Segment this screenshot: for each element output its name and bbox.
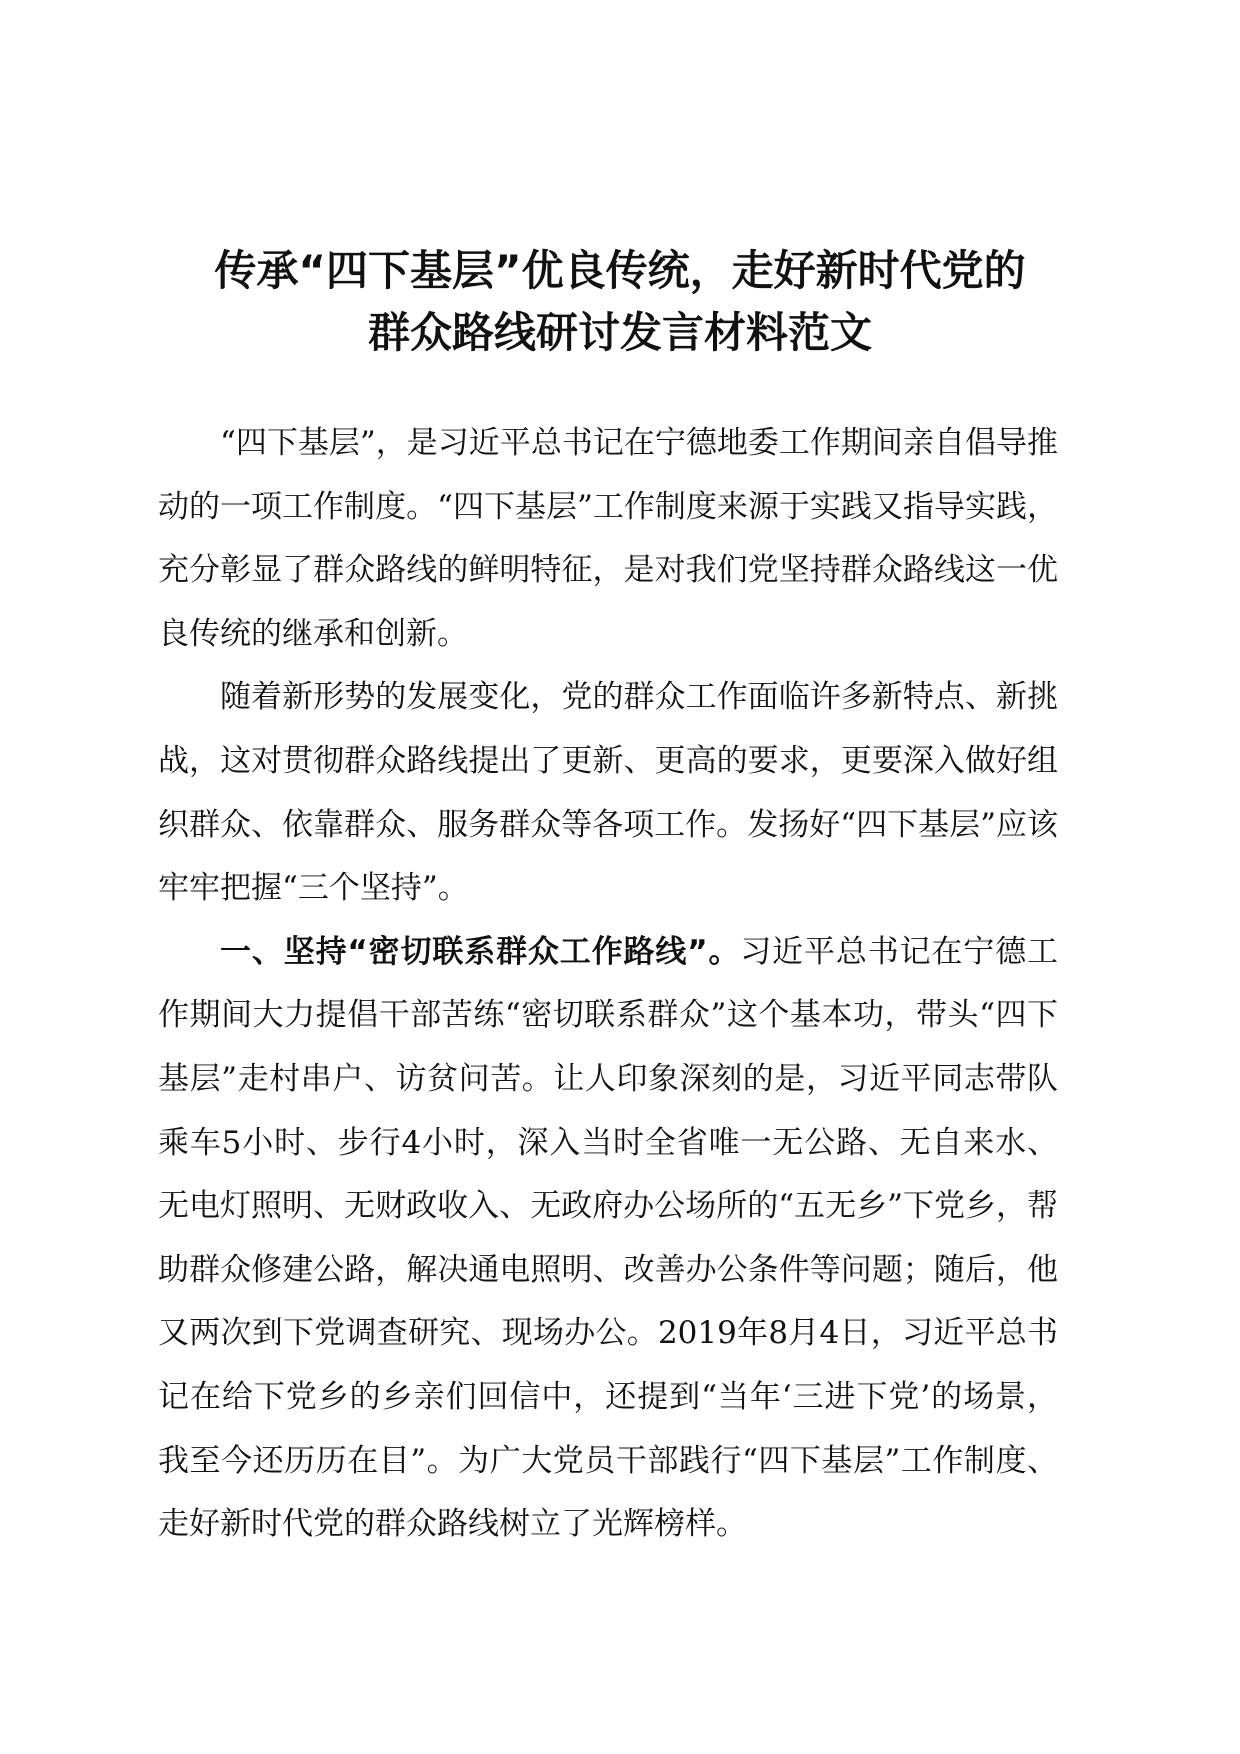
title-line-1: 传承“四下基层”优良传统，走好新时代党的 [214, 246, 1026, 295]
paragraph-2 [158, 666, 1058, 920]
document-title [120, 240, 1120, 364]
paragraph-2-text: 随着新形势的发展变化，党的群众工作面临许多新特点、新挑战，这对贯彻群众路线提出了更新、更高的要求，更要深入做好组织群众、依靠群众、服务群众等各项工作。发扬好“四下基层”应该牢牢把握“三个坚持”。 [158, 679, 1058, 907]
title-line-2: 群众路线研讨发言材料范文 [367, 308, 872, 357]
paragraph-3 [158, 921, 1058, 1557]
paragraph-1-text: “四下基层”，是习近平总书记在宁德地委工作期间亲自倡导推动的一项工作制度。“四下基层”工作制度来源于实践又指导实践，充分彰显了群众路线的鲜明特征，是对我们党坚持群众路线这一优良传统的继承和创新。 [158, 425, 1058, 652]
paragraph-1 [158, 412, 1058, 666]
section-heading-1: 一、坚持“密切联系群众工作路线”。 [220, 933, 741, 970]
paragraph-3-text: 习近平总书记在宁德工作期间大力提倡干部苦练“密切联系群众”这个基本功，带头“四下基层”走村串户、访贫问苦。让人印象深刻的是，习近平同志带队乘车5小时、步行4小时，深入当时全省唯一无公路、无自来水、无电灯照明、无财政收入、无政府办公场所的“五无乡”下党乡，帮助群众修建公路，解决通电照明、改善办公条件等问题；随后，他又两次到下党调查研究、现场办公。2019年8月4日，习近平总书记在给下党乡的乡亲们回信中，还提到“当年‘三进下党’的场景，我至今还历历在目”。为广大党员干部践行“四下基层”工作制度、走好新时代党的群众路线树立了光辉榜样。 [158, 933, 1058, 1543]
document-body [158, 412, 1058, 1557]
